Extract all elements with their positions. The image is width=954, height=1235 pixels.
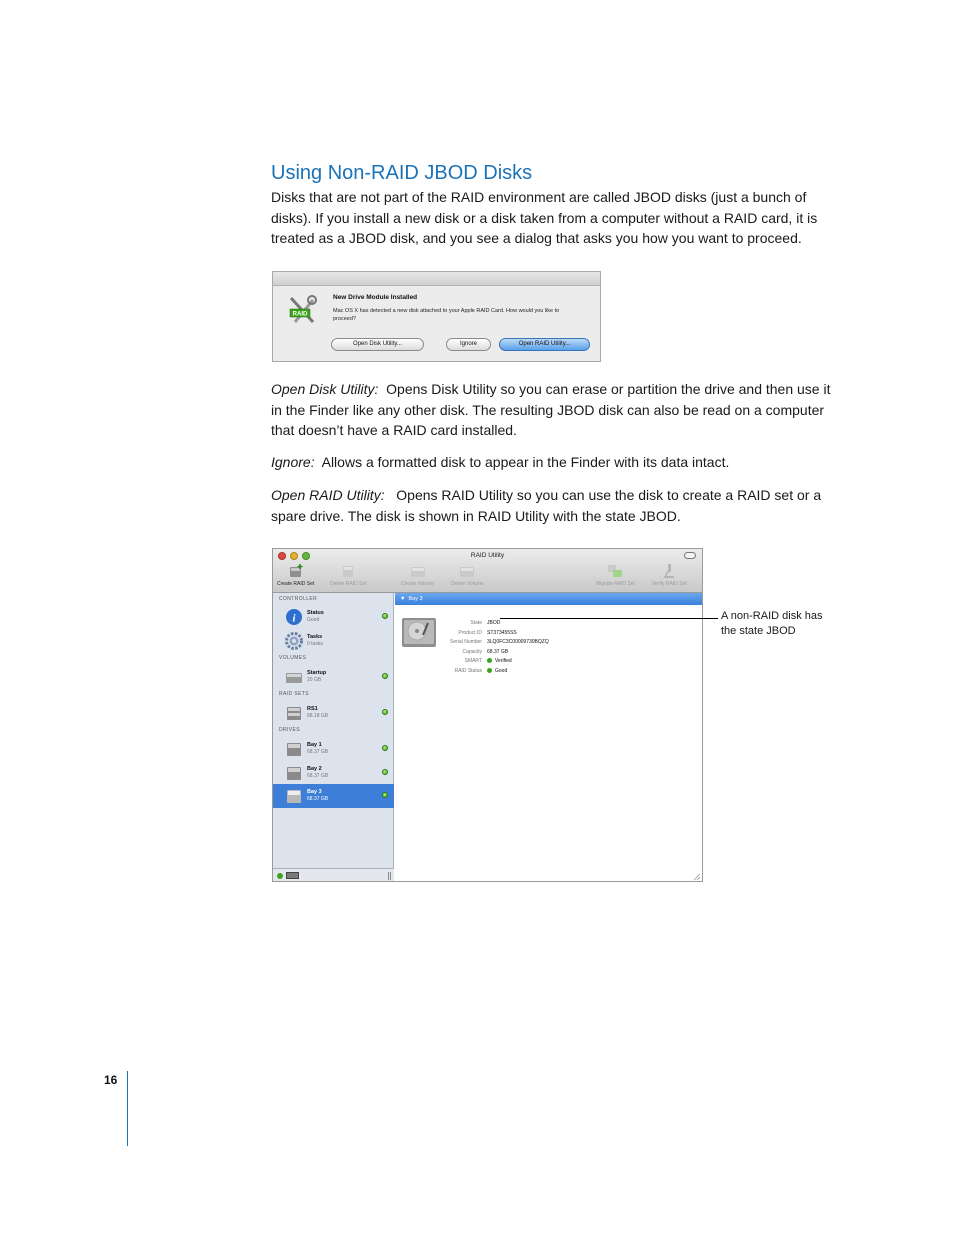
property-value: 3LQ0FC3C00009730BQZQ (487, 639, 549, 645)
status-ok-icon (382, 709, 388, 715)
sidebar-item-label: Tasks (307, 634, 323, 640)
raid-utility-window (272, 548, 703, 882)
tool-label: Delete RAID Set (330, 581, 367, 587)
sidebar-item-status[interactable] (273, 605, 394, 629)
status-ok-icon (382, 769, 388, 775)
term: Open RAID Utility: (271, 487, 385, 503)
sidebar-item-detail: 68.37 GB (307, 773, 329, 779)
drive-icon (285, 764, 303, 782)
status-ok-icon (277, 873, 283, 879)
detail-header: ▼ Bay 3 (395, 593, 702, 605)
drive-icon (285, 740, 303, 758)
property-value (487, 658, 512, 664)
property-key: RAID Status (454, 667, 482, 674)
sidebar-item-rs1[interactable] (273, 701, 394, 725)
card-battery-icon (286, 872, 299, 879)
verify-raid-set-tool[interactable] (652, 563, 687, 587)
page-rule (127, 1071, 128, 1146)
callout-leader-line (500, 618, 718, 619)
sidebar-item-label: RS1 (307, 706, 318, 712)
property-value-text: Verified (495, 658, 512, 664)
tool-label: Verify RAID Set (652, 581, 687, 587)
callout-text: A non-RAID disk has the state JBOD (721, 610, 823, 637)
tool-label: Create Volume (401, 581, 435, 587)
definition-text: Opens Disk Utility so you can erase or partition the drive and then use it in the Finder like any other disk. The resulting JBOD disk can also be read on a computer that doesn’t have a RAID card installed. (271, 381, 831, 438)
create-volume-tool[interactable] (401, 563, 434, 587)
sidebar-item-label: Bay 3 (307, 789, 322, 795)
status-ok-icon (382, 673, 388, 679)
page-number: 16 (104, 1073, 118, 1087)
property-key: Serial Number (450, 639, 482, 645)
open-raid-utility-button[interactable]: Open RAID Utility... (499, 338, 590, 351)
definition-text: Allows a formatted disk to appear in the Finder with its data intact. (321, 454, 730, 470)
section-header-drives: DRIVES (279, 727, 301, 733)
delete-volume-tool[interactable] (451, 563, 484, 587)
term: Ignore: (271, 454, 315, 470)
migrate-raid-set-tool[interactable] (596, 563, 635, 587)
tool-label: Migrate RAID Set (596, 581, 635, 587)
sidebar-footer (273, 868, 394, 882)
intro-paragraph: Disks that are not part of the RAID environment are called JBOD disks (just a bunch of disks). If you install a new disk or a disk taken from a computer without a RAID card, it is treated as a JBOD disk, and you see a dialog that asks you how you want to proceed. (271, 189, 818, 246)
property-value-text: Good (495, 667, 508, 674)
section-header-controller: CONTROLLER (279, 596, 318, 602)
delete-raid-set-tool[interactable] (330, 563, 367, 587)
new-drive-dialog (272, 271, 601, 362)
volume-icon (285, 668, 303, 686)
open-disk-utility-button[interactable]: Open Disk Utility... (331, 338, 424, 351)
definition-ignore (271, 452, 831, 473)
resize-grip-icon[interactable] (693, 873, 701, 881)
window-title: RAID Utility (470, 552, 505, 559)
detail-header-title: Bay 3 (408, 596, 423, 602)
sidebar-item-detail: 20 GB (307, 677, 322, 683)
splitter-handle[interactable] (388, 872, 391, 880)
raid-icon-label: RAID (292, 311, 308, 318)
create-raid-set-icon (288, 563, 304, 579)
section-header-volumes: VOLUMES (279, 655, 307, 661)
create-volume-icon (410, 563, 426, 579)
gear-icon (285, 632, 303, 650)
window-toolbar (273, 549, 702, 593)
status-ok-icon (487, 658, 492, 663)
sidebar-item-detail: 0 tasks (307, 641, 323, 647)
create-raid-set-tool[interactable] (277, 563, 314, 587)
term: Open Disk Utility: (271, 381, 379, 397)
sidebar-item-bay-2[interactable] (273, 761, 394, 785)
toolbar-toggle-button[interactable] (684, 552, 696, 559)
status-ok-icon (382, 792, 388, 798)
property-key: State (470, 620, 482, 626)
sidebar-item-label: Startup (307, 670, 327, 676)
property-value-state: JBOD (487, 620, 501, 626)
info-icon (285, 608, 303, 626)
definition-open-disk-utility (271, 379, 831, 441)
status-ok-icon (487, 668, 492, 673)
microscope-icon (661, 563, 677, 579)
delete-raid-set-icon (340, 563, 356, 579)
status-ok-icon (382, 613, 388, 619)
sidebar-item-label: Bay 2 (307, 766, 322, 772)
sidebar-item-startup[interactable] (273, 665, 394, 689)
section-header-raid-sets: RAID SETS (279, 691, 309, 697)
section-heading: Using Non-RAID JBOD Disks (271, 162, 533, 184)
detail-pane (395, 593, 702, 882)
sidebar-item-detail: Good (307, 617, 320, 623)
property-key: Product ID (458, 629, 482, 636)
sidebar-item-bay-3[interactable] (273, 784, 394, 808)
definition-open-raid-utility (271, 485, 831, 526)
definition-text: Opens RAID Utility so you can use the disk to create a RAID set or a spare drive. The disk is shown in RAID Utility with the state JBOD. (271, 487, 822, 524)
status-ok-icon (382, 745, 388, 751)
drive-icon (285, 787, 303, 805)
property-value: 68.37 GB (487, 648, 509, 655)
migrate-raid-set-icon (607, 563, 623, 579)
dialog-title: New Drive Module Installed (333, 294, 418, 301)
tool-label: Create RAID Set (277, 581, 315, 587)
raid-set-icon (285, 704, 303, 722)
raid-tools-icon (287, 294, 319, 328)
ignore-button[interactable]: Ignore (446, 338, 491, 351)
property-value: ST373455SS (487, 629, 517, 636)
sidebar-item-label: Status (307, 610, 324, 616)
delete-volume-icon (459, 563, 475, 579)
source-list (273, 593, 394, 882)
property-key: Capacity (462, 648, 482, 655)
sidebar-item-bay-1[interactable] (273, 737, 394, 761)
sidebar-item-detail: 68.37 GB (307, 749, 329, 755)
property-value (487, 668, 507, 674)
tool-label: Delete Volume (451, 581, 484, 587)
property-key: SMART (464, 658, 482, 664)
svg-text:i: i (292, 612, 296, 625)
sidebar-item-detail: 68.18 GB (307, 713, 329, 719)
dialog-message: Mac OS X has detected a new disk attached to your Apple RAID Card. How would you like to proceed? (333, 308, 560, 322)
sidebar-item-detail: 68.37 GB (307, 796, 329, 802)
sidebar-item-tasks[interactable] (273, 629, 394, 653)
dialog-title-bar (273, 272, 600, 286)
sidebar-item-label: Bay 1 (307, 742, 322, 748)
